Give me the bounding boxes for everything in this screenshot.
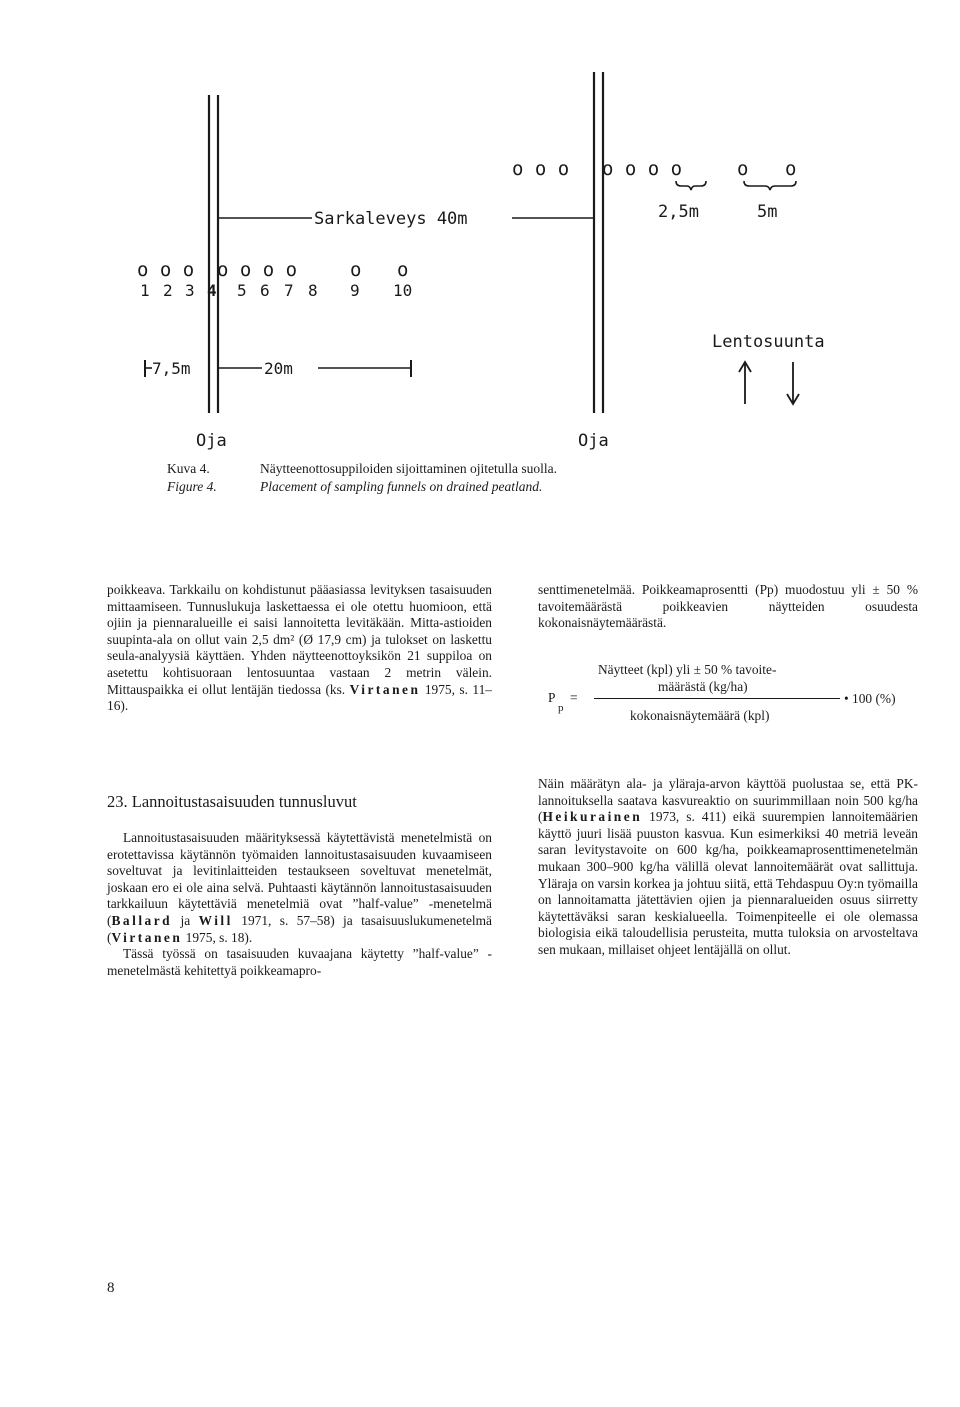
trap-row-top-a: o o o <box>512 158 570 180</box>
formula-lhs: P <box>548 690 556 705</box>
page-number: 8 <box>107 1280 115 1296</box>
dist-75-label: 7,5m <box>152 359 191 378</box>
trap-row-top-d: o <box>785 158 797 180</box>
trap-numbers <box>140 281 412 300</box>
strip-width-label: Sarkaleveys 40m <box>314 209 468 229</box>
trap-number: 8 <box>308 281 318 300</box>
caption-en-text: Placement of sampling funnels on drained peatland. <box>260 479 543 494</box>
right-para2-b: 1973, s. 411) eikä suurempien lannoitemäärien käyttö juuri lisää puuston kasvua. Kun esimerkiksi 40 metriä leveän saran levitystavoite on 600 kg/ha, poikkeamaprosenttimenetelmän mukaan 300–900 kg/ha välillä olevat lannoitemäärät ovat sallittuja. Yläraja on varsin korkea ja johtuu siitä, että Tehdaspuu Oy:n työmailla on lannoitamatta jätettävien ojien ja piennaralueiden osuus siirretty käytettäväksi saran keskialueella. Toimenpiteelle ei ole olemassa biologisia eikä taloudellisia perusteita, mutta tuloksia on arvosteltava sen mukaan, millaiset ohjeet lentäjällä on ollut. <box>538 809 918 957</box>
trap-row-top-b: o o o o <box>602 158 683 180</box>
caption-fi <box>167 460 557 477</box>
author-name: Will <box>198 912 233 928</box>
right-column-para2 <box>538 776 918 959</box>
dist-5-label: 5m <box>757 202 778 222</box>
caption-fi-label: Kuva 4. <box>167 461 210 476</box>
brace-25 <box>676 181 706 190</box>
formula-mult: • 100 (%) <box>844 691 896 706</box>
trap-number: 10 <box>393 281 413 300</box>
arrow-down-icon <box>787 362 799 404</box>
para1-end: 1975, s. 11–16). <box>107 681 492 714</box>
trap-row-left-c: o <box>350 259 362 281</box>
left-column-para1 <box>107 582 492 715</box>
trap-number: 2 <box>163 281 173 300</box>
trap-number: 7 <box>284 281 294 300</box>
para2-b: ja <box>172 912 199 928</box>
para2-a: Lannoitustasaisuuden määrityksessä käytettävistä menetelmistä on erotettavissa käytännön työmaiden lannoitustasaisuuden kuvaamiseen soveltuvat ja levitinlaitteiden testaukseen soveltuvat menetelmät, joskaan ero ei ole aina selvä. Puhtaasti käytännön lannoitustasaisuuden tarkkailuun käytettäviä menetelmiä ovat ”half-value” -menetelmä ( <box>107 830 492 928</box>
formula-den: kokonaisnäytemäärä (kpl) <box>630 708 770 723</box>
formula-num-line2: määrästä (kg/ha) <box>658 679 748 694</box>
trap-row-left-d: o <box>397 259 409 281</box>
caption-en-label: Figure 4. <box>167 479 217 494</box>
author-name: Virtanen <box>111 929 183 945</box>
trap-row-left-b: o o o o <box>217 259 298 281</box>
para3: Tässä työssä on tasaisuuden kuvaajana käytetty ”half-value” -menetelmästä kehitettyä poikkeamapro- <box>107 946 492 978</box>
ditch-left-label: Oja <box>196 431 227 451</box>
left-column-para2 <box>107 830 492 979</box>
para1-text: poikkeava. Tarkkailu on kohdistunut pääasiassa levityksen tasaisuuden mittaamiseen. Tunnuslukuja laskettaessa ei ole otettu huomioon, että ojiin ja piennaralueille ei saisi lannoitetta levitäkään. Mitta-astioiden suupinta-ala on ollut vain 2,5 dm² (Ø 17,9 cm) ja tulokset on laskettu seula-analyysiä käyttäen. Yhden näytteenottoyksikön 21 suppiloa on asetettu kohtisuoraan lentosuuntaa vastaan 2 metrin välein. Mittauspaikka ei ollut lentäjän tiedossa (ks. <box>107 582 492 697</box>
right-para1: senttimenetelmää. Poikkeamaprosentti (Pp) muodostuu yli ± 50 % tavoitemäärästä poikkeavien näytteiden osuudesta kokonaisnäytemäärästä. <box>538 582 918 631</box>
trap-number: 4 <box>207 281 217 300</box>
trap-number: 9 <box>350 281 360 300</box>
para2-d: 1975, s. 18). <box>182 929 253 945</box>
formula-sub: p <box>558 702 564 714</box>
caption-en <box>167 478 542 495</box>
dist-20-label: 20m <box>264 359 293 378</box>
formula-eq: = <box>570 690 578 705</box>
trap-number: 6 <box>260 281 270 300</box>
formula-block <box>538 662 918 772</box>
trap-number: 3 <box>185 281 195 300</box>
right-column-para1 <box>538 582 918 632</box>
dist-25-label: 2,5m <box>658 202 699 222</box>
trap-row-top-c: o <box>737 158 749 180</box>
fraction-bar <box>594 698 840 699</box>
trap-number: 5 <box>237 281 247 300</box>
formula-num-line1: Näytteet (kpl) yli ± 50 % tavoite- <box>598 662 777 677</box>
arrow-up-icon <box>739 362 751 404</box>
author-name: Ballard <box>111 912 173 928</box>
author-name: Heikurainen <box>542 809 643 825</box>
sampling-funnel-diagram <box>0 0 960 520</box>
trap-number: 1 <box>140 281 150 300</box>
section-heading: 23. Lannoitustasaisuuden tunnusluvut <box>107 792 357 811</box>
right-para2-a: Näin määrätyn ala- ja yläraja-arvon käyttöä puolustaa se, että PK-lannoituksella saatava kasvureaktio on suurimmillaan noin 500 kg/ha ( <box>538 776 918 825</box>
para2-c: 1971, s. 57–58) ja tasaisuuslukumenetelmä ( <box>107 912 492 945</box>
trap-row-left-a: o o o <box>137 259 195 281</box>
caption-fi-text: Näytteenottosuppiloiden sijoittaminen ojitetulla suolla. <box>260 461 557 476</box>
flight-direction-label: Lentosuunta <box>712 332 825 352</box>
author-name: Virtanen <box>349 681 421 697</box>
ditch-right-label: Oja <box>578 431 609 451</box>
brace-5 <box>744 181 796 190</box>
